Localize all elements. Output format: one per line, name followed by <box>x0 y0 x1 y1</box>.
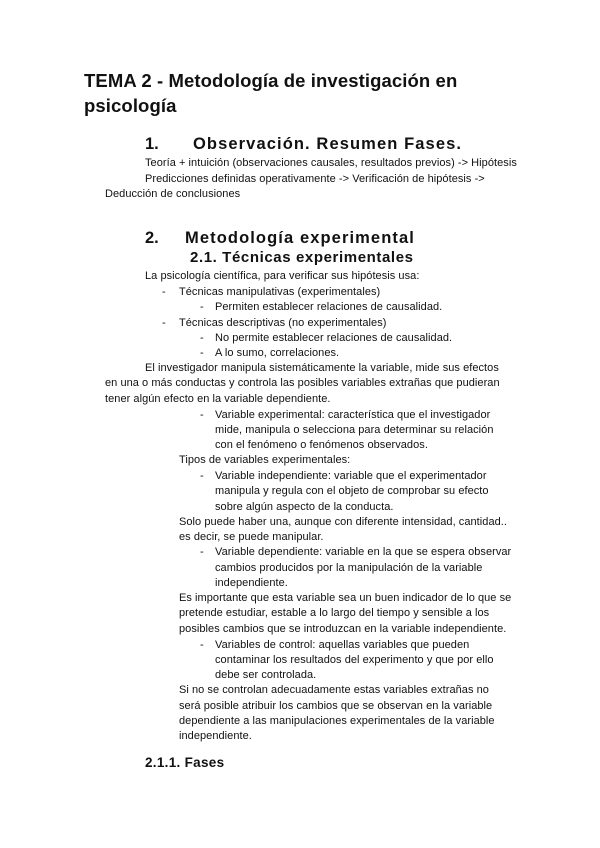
bullet-item: Permiten establecer relaciones de causalidad. <box>215 301 443 313</box>
variable-independent-line: sobre algún aspecto de la conducta. <box>215 501 394 513</box>
bullet-dash: - <box>200 546 204 558</box>
section-1-number: 1. <box>145 135 159 153</box>
bullet-dash: - <box>200 301 204 313</box>
subsection-2-1-1-heading: 2.1.1. Fases <box>145 755 225 770</box>
bullet-item: No permite establecer relaciones de causalidad. <box>215 332 453 344</box>
variable-control-line: Variables de control: aquellas variables que pueden <box>215 639 470 651</box>
subsection-2-1-heading: 2.1. Técnicas experimentales <box>190 249 414 266</box>
variable-control-line: contaminar los resultados del experimento y que por ello <box>215 654 494 666</box>
paragraph-line: Solo puede haber una, aunque con diferente intensidad, cantidad.. <box>179 516 508 528</box>
variable-dependent-line: cambios producidos por la manipulación de la variable <box>215 562 483 574</box>
bullet-item: Técnicas descriptivas (no experimentales) <box>179 317 387 329</box>
paragraph-line: es decir, se puede manipular. <box>179 531 324 543</box>
bullet-dash: - <box>200 332 204 344</box>
variable-experimental-line: Variable experimental: característica que el investigador <box>215 409 491 421</box>
variable-types-label: Tipos de variables experimentales: <box>179 454 351 466</box>
paragraph-line: en una o más conductas y controla las posibles variables extrañas que pudieran <box>105 377 500 389</box>
paragraph-line: pretende estudiar, estable a lo largo del tiempo y sensible a los <box>179 607 490 619</box>
paragraph-line: El investigador manipula sistemáticamente la variable, mide sus efectos <box>145 362 499 374</box>
paragraph-line: Si no se controlan adecuadamente estas variables extrañas no <box>179 684 489 696</box>
document-title-line-2: psicología <box>84 95 177 116</box>
document-title-line-1: TEMA 2 - Metodología de investigación en <box>84 70 458 91</box>
bullet-dash: - <box>162 286 166 298</box>
paragraph-line: tener algún efecto en la variable dependiente. <box>105 393 331 405</box>
variable-dependent-line: independiente. <box>215 577 288 589</box>
section-1-line: Teoría + intuición (observaciones causales, resultados previos) -> Hipótesis <box>145 157 517 169</box>
paragraph-line: dependiente a las manipulaciones experimentales de la variable <box>179 715 495 727</box>
bullet-dash: - <box>200 470 204 482</box>
intro-text: La psicología científica, para verificar sus hipótesis usa: <box>145 270 420 282</box>
section-1-line: Deducción de conclusiones <box>105 188 241 200</box>
section-1-line: Predicciones definidas operativamente -> Verificación de hipótesis -> <box>145 173 485 185</box>
variable-dependent-line: Variable dependiente: variable en la que se espera observar <box>215 546 512 558</box>
variable-experimental-line: con el fenómeno o fenómenos observados. <box>215 439 428 451</box>
bullet-dash: - <box>200 347 204 359</box>
variable-independent-line: Variable independiente: variable que el experimentador <box>215 470 487 482</box>
bullet-dash: - <box>162 317 166 329</box>
section-2-heading: Metodología experimental <box>185 229 415 247</box>
section-1-heading: Observación. Resumen Fases. <box>193 135 463 153</box>
variable-independent-line: manipula y regula con el objeto de comprobar su efecto <box>215 485 489 497</box>
bullet-item: A lo sumo, correlaciones. <box>215 347 340 359</box>
bullet-dash: - <box>200 639 204 651</box>
section-2-number: 2. <box>145 229 159 247</box>
bullet-dash: - <box>200 409 204 421</box>
bullet-item: Técnicas manipulativas (experimentales) <box>179 286 381 298</box>
paragraph-line: independiente. <box>179 730 252 742</box>
paragraph-line: posibles cambios que se introduzcan en la variable independiente. <box>179 623 507 635</box>
variable-experimental-line: mide, manipula o selecciona para determinar su relación <box>215 424 494 436</box>
paragraph-line: será posible atribuir los cambios que se observan en la variable <box>179 700 493 712</box>
paragraph-line: Es importante que esta variable sea un buen indicador de lo que se <box>179 592 512 604</box>
variable-control-line: debe ser controlada. <box>215 669 317 681</box>
